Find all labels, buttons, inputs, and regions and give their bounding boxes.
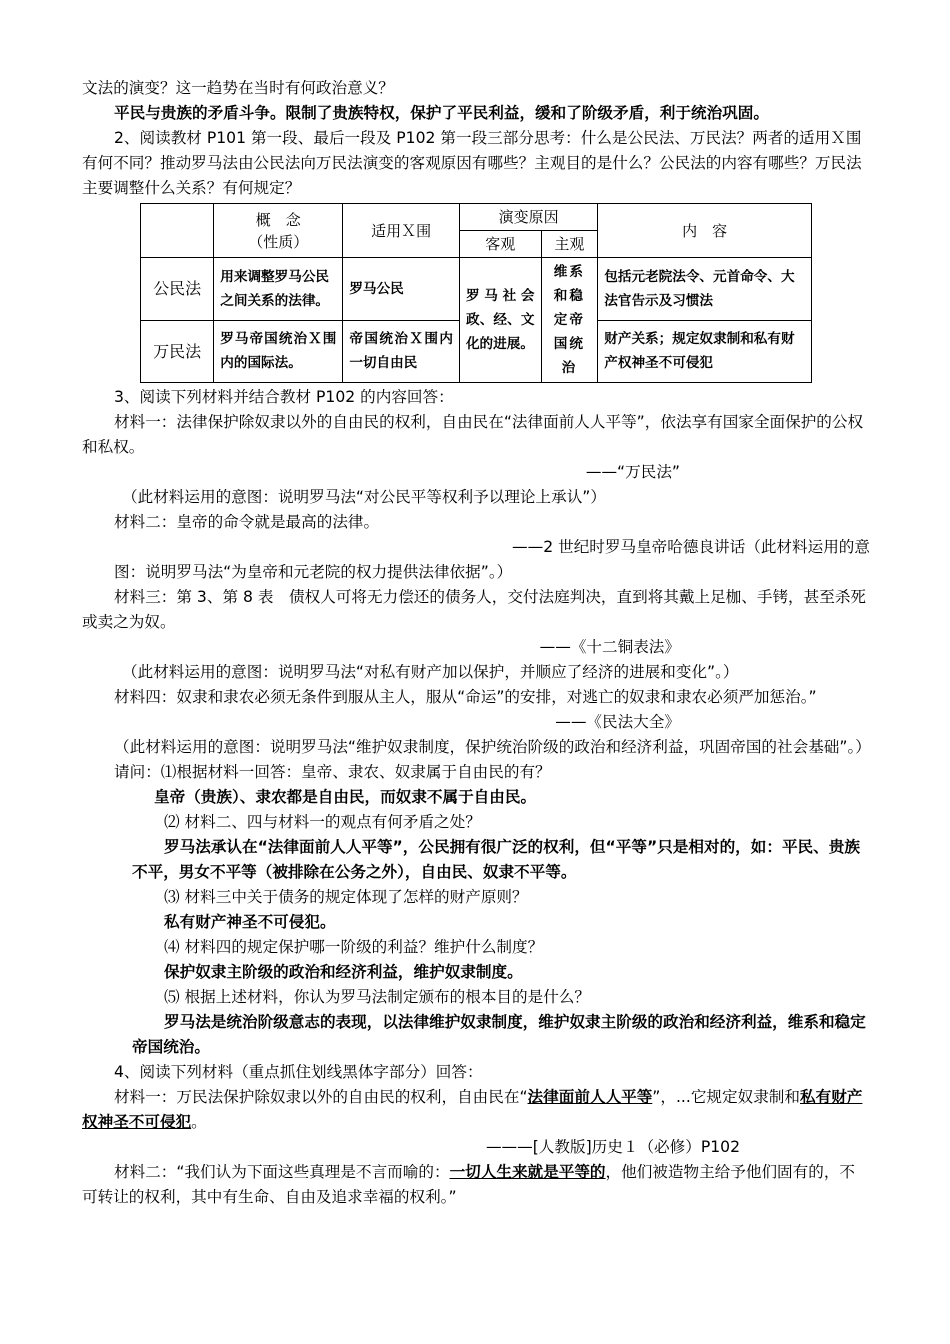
material-1-note: （此材料运用的意图：说明罗马法“对公民平等权利予以理论上承认”） (122, 488, 606, 506)
material-1-source: ——“万民法” (585, 463, 680, 481)
intro-answer: 平民与贵族的矛盾斗争。限制了贵族特权，保护了平民利益，缓和了阶级矛盾，利于统治巩固。 (114, 104, 769, 122)
material-2-source: ——2 世纪时罗马皇帝哈德良讲话（此材料运用的意 (512, 538, 870, 556)
law-of-nations-content: 财产关系；规定奴隶制和私有财产权神圣不可侵犯 (598, 320, 812, 383)
row-label-civil-law: 公民法 (141, 258, 214, 321)
answer-5: 罗马法是统治阶级意志的表现，以法律维护奴隶制度，维护奴隶主阶级的政治和经济利益，维系和稳定帝国统治。 (132, 1013, 866, 1056)
answer-4: 保护奴隶主阶级的政治和经济利益，维护奴隶制度。 (164, 963, 523, 981)
ask-2: ⑵ 材料二、四与材料一的观点有何矛盾之处？ (164, 813, 481, 831)
ask-5: ⑸ 根据上述材料，你认为罗马法制定颁布的根本目的是什么？ (164, 988, 590, 1006)
ask-4: ⑷ 材料四的规定保护哪一阶级的利益？维护什么制度？ (164, 938, 544, 956)
civil-law-scope: 罗马公民 (343, 258, 460, 321)
material-1: 材料一：法律保护除奴隶以外的自由民的权利，自由民在“法律面前人人平等”，依法享有国家全面保护的公权和私权。 (82, 413, 864, 456)
header-reason: 演变原因 (459, 204, 597, 231)
material-3: 材料三：第 3、第 8 表 债权人可将无力偿还的债务人，交付法庭判决，直到将其戴上足枷、手铐，甚至杀死或卖之为奴。 (82, 588, 867, 631)
header-content: 内 容 (598, 204, 812, 258)
ask-3: ⑶ 材料三中关于债务的规定体现了怎样的财产原则？ (164, 888, 528, 906)
answer-2: 罗马法承认在“法律面前人人平等”，公民拥有很广泛的权利，但“平等”只是相对的，如：平民、贵族不平，男女不平等（被排除在公务之外），自由民、奴隶不平等。 (132, 838, 860, 881)
table-corner (141, 204, 214, 258)
material-3-source: ——《十二铜表法》 (539, 638, 680, 656)
answer-3: 私有财产神圣不可侵犯。 (164, 913, 336, 931)
header-scope: 适用Ｘ围 (343, 204, 460, 258)
question-2: 2、阅读教材 P101 第一段、最后一段及 P102 第一段三部分思考：什么是公民法、万民法？两者的适用Ｘ围有何不同？推动罗马法由公民法向万民法演变的客观原因有哪些？主观目的是什么？公民法的内容有哪些？万民法主要调整什么关系？有何规定？ (82, 129, 862, 197)
material-4-note: （此材料运用的意图：说明罗马法“维护奴隶制度，保护统治阶级的政治和经济利益，巩固帝国的社会基础”。） (114, 738, 871, 756)
material-2-note: 图：说明罗马法“为皇帝和元老院的权力提供法律依据”。） (114, 563, 513, 581)
question-3-title: 3、阅读下列材料并结合教材 P102 的内容回答： (114, 388, 454, 406)
answer-1: 皇帝（贵族）、隶农都是自由民，而奴隶不属于自由民。 (154, 788, 537, 806)
law-comparison-table (140, 203, 812, 383)
civil-law-concept: 用来调整罗马公民之间关系的法律。 (214, 258, 343, 321)
ask-1: 请问：⑴根据材料一回答：皇帝、隶农、奴隶属于自由民的有？ (114, 763, 551, 781)
header-subjective: 主观 (541, 231, 598, 258)
intro-question: 文法的演变？这一趋势在当时有何政治意义？ (82, 79, 394, 97)
row-label-law-of-nations: 万民法 (141, 320, 214, 383)
law-of-nations-scope: 帝国统治Ｘ围内一切自由民 (343, 320, 460, 383)
q4-material-2: 材料二：“我们认为下面这些真理是不言而喻的：一切人生来就是平等的，他们被造物主给予他们固有的，不可转让的权利，其中有生命、自由及追求幸福的权利。” (82, 1163, 856, 1206)
header-concept: 概 念 （性质） (214, 204, 343, 258)
material-4: 材料四：奴隶和隶农必须无条件到服从主人，服从“命运”的安排，对逃亡的奴隶和隶农必须严加惩治。” (114, 688, 817, 706)
question-4-title: 4、阅读下列材料（重点抓住划线黑体字部分）回答： (114, 1063, 483, 1081)
q4-material-1-source: ———[人教版]历史１（必修）P102 (485, 1138, 740, 1156)
material-4-source: ——《民法大全》 (555, 713, 680, 731)
document-page (82, 76, 870, 1210)
header-objective: 客观 (459, 231, 541, 258)
material-2: 材料二：皇帝的命令就是最高的法律。 (114, 513, 380, 531)
material-3-note: （此材料运用的意图：说明罗马法“对私有财产加以保护，并顺应了经济的进展和变化”。） (122, 663, 739, 681)
civil-law-content: 包括元老院法令、元首命令、大法官告示及习惯法 (598, 258, 812, 321)
objective-reason: 罗马社会政、经、文化的进展。 (459, 258, 541, 383)
subjective-reason: 维系和稳定帝国统治 (541, 258, 598, 383)
q4-material-1: 材料一：万民法保护除奴隶以外的自由民的权利，自由民在“法律面前人人平等”，...它规定奴隶制和私有财产权神圣不可侵犯。 (82, 1088, 863, 1131)
law-of-nations-concept: 罗马帝国统治Ｘ围内的国际法。 (214, 320, 343, 383)
